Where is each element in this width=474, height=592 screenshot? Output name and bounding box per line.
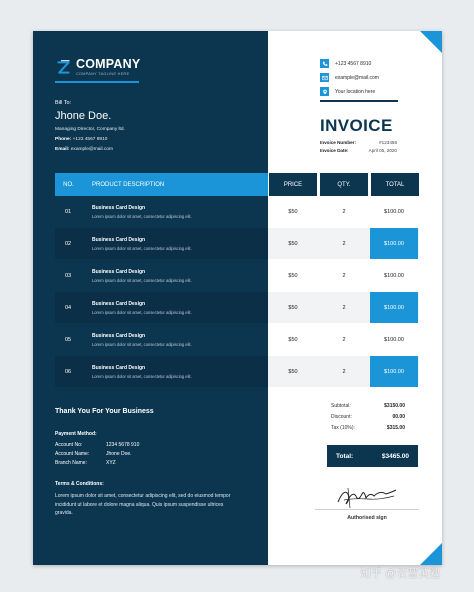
row-description-cell [55,292,268,323]
row-price: $50 [288,369,298,375]
invoice-number: #123456 [379,140,397,145]
client-phone [55,137,107,142]
watermark-text: 知乎 @若慧英塾 [360,568,441,580]
row-description-cell [55,356,268,387]
row-number: 02 [65,241,72,247]
row-number: 05 [65,337,72,343]
contact-email-text: example@mail.com [335,74,379,81]
row-number: 06 [65,369,72,375]
row-total: $100.00 [384,241,404,247]
row-description-cell [55,228,268,259]
row-qty: 2 [342,337,346,343]
client-name: Jhone Doe. [55,110,112,122]
row-qty: 2 [342,209,346,215]
header-no: NO. [55,173,82,196]
header-total: TOTAL [371,173,419,196]
discount-value: 00.00 [392,414,405,420]
client-email [55,147,113,152]
row-total: $100.00 [384,369,404,375]
subtotal-value: $3150.00 [384,403,405,409]
invoice-date: April 05, 2020 [368,148,397,153]
row-price: $50 [288,337,298,343]
row-price: $50 [288,305,298,311]
invoice-number-label: Invoice Number: [320,140,356,145]
row-product-description: Lorem ipsum dolor sit amet, consectetur adipiscing elit. [92,214,192,219]
row-description-cell [55,324,268,355]
account-name: Jhone Doe. [106,451,132,457]
branch-label: Branch Name: [55,460,87,466]
row-product-description: Lorem ipsum dolor sit amet, consectetur adipiscing elit. [92,278,192,283]
row-description-cell [55,260,268,291]
total-value: $3465.00 [381,452,409,460]
discount-label: Discount: [331,414,352,420]
row-price: $50 [288,209,298,215]
email-label: Email: [55,147,70,152]
row-product-title: Business Card Design [92,205,146,211]
contact-phone-text: +123 4567 8910 [335,60,372,67]
header-qty: QTY. [320,173,368,196]
signature-image [334,482,400,510]
mail-icon [320,73,329,82]
header-description: PRODUCT DESCRIPTION [82,173,268,196]
thank-you-text: Thank You For Your Business [55,408,154,415]
row-product-title: Business Card Design [92,269,146,275]
phone-icon [320,59,329,68]
row-price: $50 [288,241,298,247]
row-total: $100.00 [384,337,404,343]
account-no: 1234 5678 910 [106,442,140,448]
phone-label: Phone: [55,137,72,142]
grand-total-box [327,445,418,467]
contact-phone [320,59,371,68]
payment-method-title: Payment Method: [55,431,97,437]
row-qty: 2 [342,369,346,375]
terms-body: Lorem ipsum dolor sit amet, consectetur adipiscing elit, sed do eiusmod tempor incididunt ut labore et dolore magna aliqua. Quis ipsum suspendisse ultrices gravida. [55,493,231,516]
row-description-cell [55,196,268,227]
row-number: 01 [65,209,72,215]
company-tagline: COMPANY TAGLINE HERE [76,72,130,76]
corner-accent-top [420,31,442,53]
row-product-title: Business Card Design [92,365,146,371]
account-name-label: Account Name: [55,451,90,457]
contact-email [320,73,379,82]
total-label: Total: [336,452,354,460]
contact-location-text: Your location here [335,88,376,95]
account-no-label: Account No: [55,442,83,448]
terms-title: Terms & Conditions: [55,481,104,487]
invoice-title: INVOICE [320,116,393,135]
branch-name: XYZ [106,460,116,466]
tax-label: Tax (10%): [331,425,355,431]
logo-underline [55,81,139,83]
row-product-description: Lorem ipsum dolor sit amet, consectetur adipiscing elit. [92,374,192,379]
row-product-title: Business Card Design [92,333,146,339]
bill-to-label: Bill To: [55,100,72,106]
authorised-sign-label: Authorised sign [347,515,387,521]
logo-icon [55,59,72,76]
row-product-title: Business Card Design [92,301,146,307]
client-role: Managing Director, Company ltd. [55,127,125,132]
corner-accent-bottom [420,543,442,565]
contact-divider [320,100,398,102]
row-product-description: Lorem ipsum dolor sit amet, consectetur adipiscing elit. [92,310,192,315]
subtotal-label: Subtotal: [331,403,351,409]
row-product-description: Lorem ipsum dolor sit amet, consectetur adipiscing elit. [92,246,192,251]
phone-value: +123 4567 8910 [72,137,108,142]
location-pin-icon [320,87,329,96]
invoice-sheet [33,31,442,565]
row-qty: 2 [342,273,346,279]
contact-location [320,87,375,96]
row-total: $100.00 [384,209,404,215]
row-number: 03 [65,273,72,279]
row-total: $100.00 [384,305,404,311]
row-number: 04 [65,305,72,311]
company-logo [55,58,140,77]
row-total: $100.00 [384,273,404,279]
company-name: COMPANY [76,57,141,71]
row-product-description: Lorem ipsum dolor sit amet, consectetur adipiscing elit. [92,342,192,347]
email-value: example@mail.com [70,147,113,152]
signature-line [315,509,419,510]
header-price: PRICE [269,173,317,196]
tax-value: $315.00 [386,425,405,431]
row-price: $50 [288,273,298,279]
row-qty: 2 [342,305,346,311]
row-qty: 2 [342,241,346,247]
invoice-date-label: Invoice Date: [320,148,349,153]
row-product-title: Business Card Design [92,237,146,243]
